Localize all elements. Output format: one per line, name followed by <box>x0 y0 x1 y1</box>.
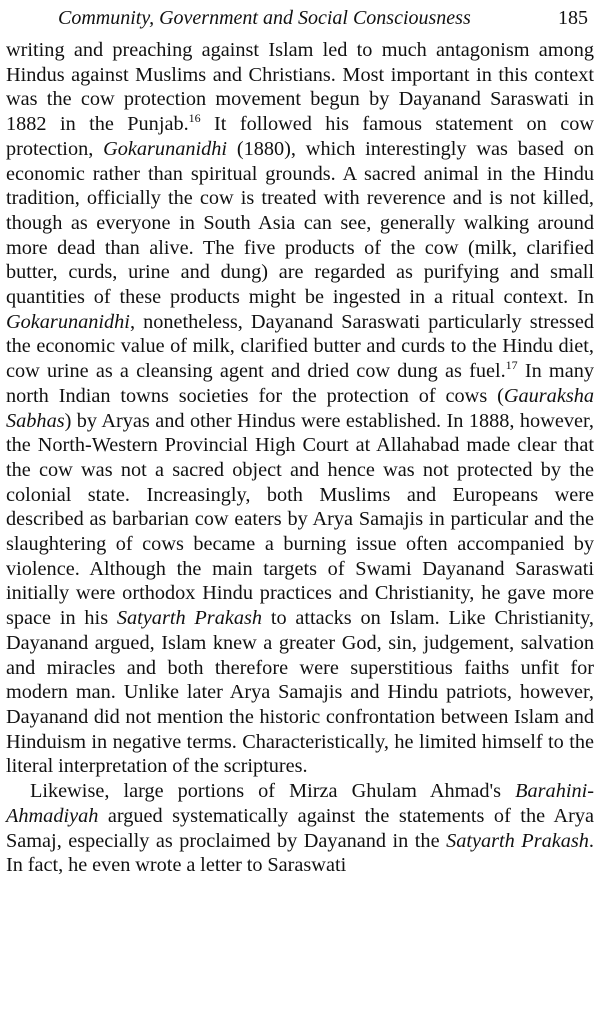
footnote-marker: 16 <box>188 111 201 126</box>
italic-title: Satyarth Prakash <box>446 829 589 852</box>
italic-title: Barahini-Ahmadiyah <box>6 780 594 827</box>
italic-title: Gokarunanidhi <box>103 137 228 160</box>
text-run: Likewise, large portions of Mirza Ghulam Ahmad's <box>30 780 516 803</box>
page-number: 185 <box>558 7 588 29</box>
italic-title: Gauraksha Sabhas <box>6 384 594 432</box>
text-run: ) by Aryas and other Hindus were established. In 1888, however, the North-Western Provincial High Court at Allahabad made clear that the cow was not a sacred object and hence was not protected by the colonial state. Increasingly, both Muslims and Europeans were described as barbarian cow eaters by Arya Samajis in particular and the slaughtering of cows became a burning issue often accompanied by violence. Although the main targets of Swami Dayanand Saraswati initially were orthodox Hindu practices and Christianity, he gave more space in his <box>6 409 594 630</box>
running-head-title: Community, Government and Social Consciousness <box>58 7 471 29</box>
text-run: , nonetheless, Dayanand Saraswati particularly stressed the economic value of milk, clarified butter and curds to the Hindu diet, cow urine as a cleansing agent and dried cow dung as fuel. <box>6 310 594 383</box>
text-run: (1880), which interestingly was based on economic rather than spiritual grounds. A sacred animal in the Hindu tradition, officially the cow is treated with reverence and is not killed, though as everyone in South Asia can see, generally walking around more dead than alive. The five products of the cow (milk, clarified butter, curds, urine and dung) are regarded as purifying and small quantities of these products might be ingested in a ritual context. In <box>6 137 594 309</box>
italic-title: Gokarunanidhi <box>6 310 130 333</box>
body-text <box>6 38 594 878</box>
footnote-marker: 17 <box>505 358 518 373</box>
text-run: to attacks on Islam. Like Christianity, Dayanand argued, Islam knew a greater God, sin, judgement, salvation and miracles and both therefore were superstitious faiths unfit for modern man. Unlike later Arya Samajis and Hindu patriots, however, Dayanand did not mention the historic confrontation between Islam and Hinduism in negative terms. Characteristically, he limited himself to the literal interpretation of the scriptures. <box>6 607 594 778</box>
text-run: . In fact, he even wrote a letter to Saraswati <box>6 829 594 877</box>
text-run: writing and preaching against Islam led to much antagonism among Hindus against Muslims and Christians. Most important in this context was the cow protection movement begun by Dayanand Saraswati in 1882 in the Punjab. <box>6 39 594 136</box>
paragraph <box>6 779 594 878</box>
paragraph <box>6 38 594 779</box>
italic-title: Satyarth Prakash <box>116 607 263 630</box>
running-head <box>6 6 594 30</box>
text-run: argued systematically against the statements of the Arya Samaj, especially as proclaimed by Dayanand in the <box>6 804 594 852</box>
text-run: It followed his famous statement on cow protection, <box>6 113 594 160</box>
text-run: In many north Indian towns societies for the protection of cows ( <box>6 360 594 407</box>
